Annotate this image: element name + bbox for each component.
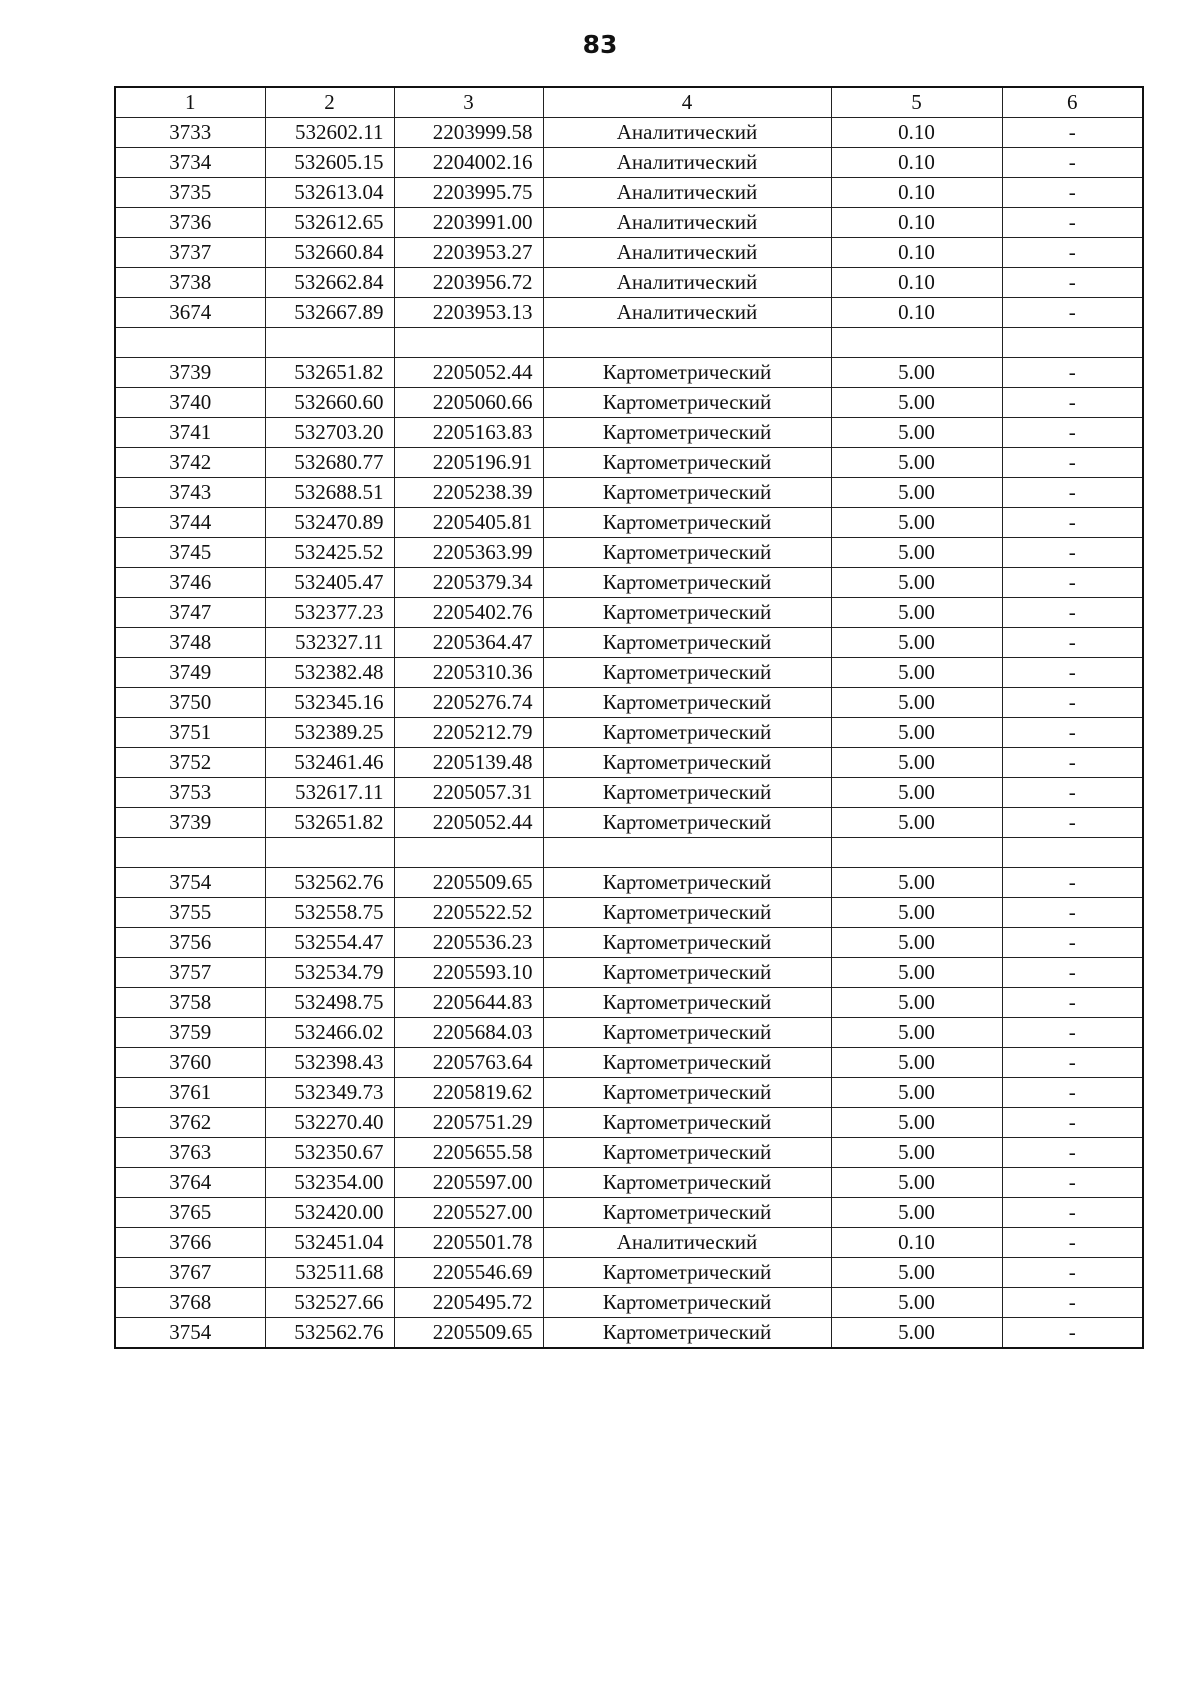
- table-row: [115, 1288, 1143, 1318]
- method-cell: Картометрический: [543, 448, 831, 478]
- point-number-cell: 3741: [115, 418, 265, 448]
- y-coordinate-cell: 2205527.00: [394, 1198, 543, 1228]
- empty-cell: [394, 328, 543, 358]
- empty-cell: [1002, 838, 1143, 868]
- empty-cell: [115, 838, 265, 868]
- empty-cell: [1002, 328, 1143, 358]
- note-cell: -: [1002, 808, 1143, 838]
- note-cell: -: [1002, 898, 1143, 928]
- note-cell: -: [1002, 658, 1143, 688]
- table-row: [115, 718, 1143, 748]
- method-cell: Картометрический: [543, 1108, 831, 1138]
- note-cell: -: [1002, 478, 1143, 508]
- table-row: [115, 268, 1143, 298]
- y-coordinate-cell: 2205644.83: [394, 988, 543, 1018]
- method-cell: Картометрический: [543, 508, 831, 538]
- table-row: [115, 808, 1143, 838]
- point-number-cell: 3767: [115, 1258, 265, 1288]
- note-cell: -: [1002, 1258, 1143, 1288]
- x-coordinate-cell: 532511.68: [265, 1258, 394, 1288]
- table-row: [115, 358, 1143, 388]
- y-coordinate-cell: 2205597.00: [394, 1168, 543, 1198]
- x-coordinate-cell: 532562.76: [265, 868, 394, 898]
- point-number-cell: 3768: [115, 1288, 265, 1318]
- point-number-cell: 3751: [115, 718, 265, 748]
- method-cell: Картометрический: [543, 1138, 831, 1168]
- accuracy-cell: 5.00: [831, 1078, 1002, 1108]
- method-cell: Картометрический: [543, 418, 831, 448]
- x-coordinate-cell: 532349.73: [265, 1078, 394, 1108]
- y-coordinate-cell: 2203953.13: [394, 298, 543, 328]
- method-cell: Картометрический: [543, 868, 831, 898]
- method-cell: Картометрический: [543, 358, 831, 388]
- x-coordinate-cell: 532327.11: [265, 628, 394, 658]
- empty-cell: [265, 838, 394, 868]
- point-number-cell: 3739: [115, 358, 265, 388]
- point-number-cell: 3734: [115, 148, 265, 178]
- method-cell: Аналитический: [543, 238, 831, 268]
- table-row: [115, 1228, 1143, 1258]
- table-row: [115, 208, 1143, 238]
- x-coordinate-cell: 532612.65: [265, 208, 394, 238]
- accuracy-cell: 5.00: [831, 538, 1002, 568]
- accuracy-cell: 5.00: [831, 1258, 1002, 1288]
- x-coordinate-cell: 532466.02: [265, 1018, 394, 1048]
- y-coordinate-cell: 2205522.52: [394, 898, 543, 928]
- x-coordinate-cell: 532667.89: [265, 298, 394, 328]
- note-cell: -: [1002, 268, 1143, 298]
- accuracy-cell: 0.10: [831, 238, 1002, 268]
- method-cell: Аналитический: [543, 148, 831, 178]
- empty-cell: [831, 838, 1002, 868]
- accuracy-cell: 5.00: [831, 1108, 1002, 1138]
- method-cell: Аналитический: [543, 1228, 831, 1258]
- accuracy-cell: 5.00: [831, 898, 1002, 928]
- point-number-cell: 3750: [115, 688, 265, 718]
- method-cell: Картометрический: [543, 928, 831, 958]
- point-number-cell: 3674: [115, 298, 265, 328]
- x-coordinate-cell: 532602.11: [265, 118, 394, 148]
- point-number-cell: 3735: [115, 178, 265, 208]
- x-coordinate-cell: 532470.89: [265, 508, 394, 538]
- note-cell: -: [1002, 748, 1143, 778]
- accuracy-cell: 5.00: [831, 1048, 1002, 1078]
- point-number-cell: 3748: [115, 628, 265, 658]
- x-coordinate-cell: 532617.11: [265, 778, 394, 808]
- x-coordinate-cell: 532354.00: [265, 1168, 394, 1198]
- point-number-cell: 3759: [115, 1018, 265, 1048]
- column-header-1: 1: [115, 87, 265, 118]
- note-cell: -: [1002, 1138, 1143, 1168]
- note-cell: -: [1002, 418, 1143, 448]
- empty-cell: [831, 328, 1002, 358]
- accuracy-cell: 5.00: [831, 718, 1002, 748]
- accuracy-cell: 0.10: [831, 148, 1002, 178]
- point-number-cell: 3746: [115, 568, 265, 598]
- table-row: [115, 568, 1143, 598]
- note-cell: -: [1002, 238, 1143, 268]
- point-number-cell: 3764: [115, 1168, 265, 1198]
- note-cell: -: [1002, 508, 1143, 538]
- accuracy-cell: 5.00: [831, 628, 1002, 658]
- note-cell: -: [1002, 1018, 1143, 1048]
- method-cell: Картометрический: [543, 1318, 831, 1349]
- x-coordinate-cell: 532405.47: [265, 568, 394, 598]
- note-cell: -: [1002, 388, 1143, 418]
- x-coordinate-cell: 532527.66: [265, 1288, 394, 1318]
- y-coordinate-cell: 2205139.48: [394, 748, 543, 778]
- y-coordinate-cell: 2205405.81: [394, 508, 543, 538]
- method-cell: Картометрический: [543, 1018, 831, 1048]
- x-coordinate-cell: 532662.84: [265, 268, 394, 298]
- y-coordinate-cell: 2205163.83: [394, 418, 543, 448]
- empty-cell: [265, 328, 394, 358]
- note-cell: -: [1002, 448, 1143, 478]
- x-coordinate-cell: 532660.84: [265, 238, 394, 268]
- y-coordinate-cell: 2205060.66: [394, 388, 543, 418]
- point-number-cell: 3749: [115, 658, 265, 688]
- y-coordinate-cell: 2205819.62: [394, 1078, 543, 1108]
- x-coordinate-cell: 532613.04: [265, 178, 394, 208]
- note-cell: -: [1002, 958, 1143, 988]
- point-number-cell: 3755: [115, 898, 265, 928]
- empty-cell: [543, 838, 831, 868]
- x-coordinate-cell: 532389.25: [265, 718, 394, 748]
- y-coordinate-cell: 2205593.10: [394, 958, 543, 988]
- note-cell: -: [1002, 1048, 1143, 1078]
- note-cell: -: [1002, 148, 1143, 178]
- method-cell: Картометрический: [543, 1078, 831, 1108]
- method-cell: Картометрический: [543, 1258, 831, 1288]
- method-cell: Картометрический: [543, 1048, 831, 1078]
- method-cell: Картометрический: [543, 718, 831, 748]
- x-coordinate-cell: 532680.77: [265, 448, 394, 478]
- point-number-cell: 3756: [115, 928, 265, 958]
- empty-cell: [543, 328, 831, 358]
- note-cell: -: [1002, 868, 1143, 898]
- x-coordinate-cell: 532461.46: [265, 748, 394, 778]
- accuracy-cell: 0.10: [831, 298, 1002, 328]
- y-coordinate-cell: 2205509.65: [394, 1318, 543, 1349]
- x-coordinate-cell: 532651.82: [265, 358, 394, 388]
- accuracy-cell: 5.00: [831, 418, 1002, 448]
- point-number-cell: 3753: [115, 778, 265, 808]
- x-coordinate-cell: 532425.52: [265, 538, 394, 568]
- note-cell: -: [1002, 568, 1143, 598]
- table-row: [115, 748, 1143, 778]
- note-cell: -: [1002, 928, 1143, 958]
- column-header-5: 5: [831, 87, 1002, 118]
- table-row: [115, 898, 1143, 928]
- column-header-2: 2: [265, 87, 394, 118]
- table-row: [115, 1198, 1143, 1228]
- y-coordinate-cell: 2205196.91: [394, 448, 543, 478]
- accuracy-cell: 5.00: [831, 928, 1002, 958]
- point-number-cell: 3766: [115, 1228, 265, 1258]
- y-coordinate-cell: 2205495.72: [394, 1288, 543, 1318]
- x-coordinate-cell: 532270.40: [265, 1108, 394, 1138]
- method-cell: Аналитический: [543, 268, 831, 298]
- accuracy-cell: 5.00: [831, 388, 1002, 418]
- table-row: [115, 178, 1143, 208]
- method-cell: Аналитический: [543, 298, 831, 328]
- point-number-cell: 3763: [115, 1138, 265, 1168]
- column-header-4: 4: [543, 87, 831, 118]
- accuracy-cell: 5.00: [831, 448, 1002, 478]
- note-cell: -: [1002, 988, 1143, 1018]
- point-number-cell: 3761: [115, 1078, 265, 1108]
- method-cell: Картометрический: [543, 688, 831, 718]
- table-row: [115, 598, 1143, 628]
- note-cell: -: [1002, 778, 1143, 808]
- accuracy-cell: 5.00: [831, 958, 1002, 988]
- table-row: [115, 508, 1143, 538]
- method-cell: Аналитический: [543, 208, 831, 238]
- accuracy-cell: 5.00: [831, 1318, 1002, 1349]
- x-coordinate-cell: 532398.43: [265, 1048, 394, 1078]
- x-coordinate-cell: 532605.15: [265, 148, 394, 178]
- accuracy-cell: 5.00: [831, 1288, 1002, 1318]
- accuracy-cell: 5.00: [831, 508, 1002, 538]
- table-row: [115, 958, 1143, 988]
- y-coordinate-cell: 2205655.58: [394, 1138, 543, 1168]
- point-number-cell: 3733: [115, 118, 265, 148]
- point-number-cell: 3738: [115, 268, 265, 298]
- note-cell: -: [1002, 358, 1143, 388]
- header-row: [115, 87, 1143, 118]
- note-cell: -: [1002, 1168, 1143, 1198]
- note-cell: -: [1002, 1228, 1143, 1258]
- accuracy-cell: 5.00: [831, 1168, 1002, 1198]
- x-coordinate-cell: 532651.82: [265, 808, 394, 838]
- y-coordinate-cell: 2203953.27: [394, 238, 543, 268]
- y-coordinate-cell: 2205364.47: [394, 628, 543, 658]
- table-row: [115, 628, 1143, 658]
- method-cell: Картометрический: [543, 538, 831, 568]
- y-coordinate-cell: 2205212.79: [394, 718, 543, 748]
- x-coordinate-cell: 532377.23: [265, 598, 394, 628]
- method-cell: Аналитический: [543, 178, 831, 208]
- method-cell: Аналитический: [543, 118, 831, 148]
- table-row: [115, 778, 1143, 808]
- table-row: [115, 148, 1143, 178]
- column-header-6: 6: [1002, 87, 1143, 118]
- point-number-cell: 3752: [115, 748, 265, 778]
- y-coordinate-cell: 2205546.69: [394, 1258, 543, 1288]
- y-coordinate-cell: 2205276.74: [394, 688, 543, 718]
- accuracy-cell: 5.00: [831, 1198, 1002, 1228]
- point-number-cell: 3740: [115, 388, 265, 418]
- method-cell: Картометрический: [543, 658, 831, 688]
- table-row: [115, 388, 1143, 418]
- x-coordinate-cell: 532562.76: [265, 1318, 394, 1349]
- y-coordinate-cell: 2205379.34: [394, 568, 543, 598]
- y-coordinate-cell: 2203995.75: [394, 178, 543, 208]
- x-coordinate-cell: 532660.60: [265, 388, 394, 418]
- y-coordinate-cell: 2205310.36: [394, 658, 543, 688]
- accuracy-cell: 0.10: [831, 118, 1002, 148]
- accuracy-cell: 5.00: [831, 688, 1002, 718]
- y-coordinate-cell: 2205536.23: [394, 928, 543, 958]
- note-cell: -: [1002, 718, 1143, 748]
- note-cell: -: [1002, 118, 1143, 148]
- note-cell: -: [1002, 298, 1143, 328]
- y-coordinate-cell: 2205402.76: [394, 598, 543, 628]
- table-row: [115, 1018, 1143, 1048]
- empty-cell: [394, 838, 543, 868]
- table-header: [115, 87, 1143, 118]
- point-number-cell: 3760: [115, 1048, 265, 1078]
- y-coordinate-cell: 2205684.03: [394, 1018, 543, 1048]
- y-coordinate-cell: 2205057.31: [394, 778, 543, 808]
- x-coordinate-cell: 532554.47: [265, 928, 394, 958]
- coordinates-table: [114, 86, 1144, 1349]
- table-row: [115, 688, 1143, 718]
- accuracy-cell: 0.10: [831, 1228, 1002, 1258]
- note-cell: -: [1002, 628, 1143, 658]
- empty-cell: [115, 328, 265, 358]
- method-cell: Картометрический: [543, 628, 831, 658]
- note-cell: -: [1002, 1318, 1143, 1349]
- note-cell: -: [1002, 208, 1143, 238]
- y-coordinate-cell: 2205501.78: [394, 1228, 543, 1258]
- table-row: [115, 118, 1143, 148]
- x-coordinate-cell: 532345.16: [265, 688, 394, 718]
- accuracy-cell: 5.00: [831, 478, 1002, 508]
- note-cell: -: [1002, 598, 1143, 628]
- method-cell: Картометрический: [543, 988, 831, 1018]
- accuracy-cell: 0.10: [831, 208, 1002, 238]
- y-coordinate-cell: 2204002.16: [394, 148, 543, 178]
- note-cell: -: [1002, 1108, 1143, 1138]
- y-coordinate-cell: 2205509.65: [394, 868, 543, 898]
- table-row: [115, 1138, 1143, 1168]
- x-coordinate-cell: 532451.04: [265, 1228, 394, 1258]
- point-number-cell: 3762: [115, 1108, 265, 1138]
- point-number-cell: 3747: [115, 598, 265, 628]
- accuracy-cell: 5.00: [831, 778, 1002, 808]
- table-row: [115, 1258, 1143, 1288]
- table-row: [115, 928, 1143, 958]
- y-coordinate-cell: 2205052.44: [394, 358, 543, 388]
- point-number-cell: 3744: [115, 508, 265, 538]
- method-cell: Картометрический: [543, 478, 831, 508]
- note-cell: -: [1002, 1288, 1143, 1318]
- x-coordinate-cell: 532703.20: [265, 418, 394, 448]
- table-row: [115, 1108, 1143, 1138]
- method-cell: Картометрический: [543, 598, 831, 628]
- separator-row: [115, 328, 1143, 358]
- y-coordinate-cell: 2203956.72: [394, 268, 543, 298]
- accuracy-cell: 5.00: [831, 1018, 1002, 1048]
- method-cell: Картометрический: [543, 778, 831, 808]
- note-cell: -: [1002, 1198, 1143, 1228]
- method-cell: Картометрический: [543, 1168, 831, 1198]
- method-cell: Картометрический: [543, 568, 831, 598]
- separator-row: [115, 838, 1143, 868]
- y-coordinate-cell: 2205363.99: [394, 538, 543, 568]
- point-number-cell: 3757: [115, 958, 265, 988]
- table-body: [115, 118, 1143, 1349]
- x-coordinate-cell: 532498.75: [265, 988, 394, 1018]
- method-cell: Картометрический: [543, 388, 831, 418]
- table-row: [115, 238, 1143, 268]
- x-coordinate-cell: 532420.00: [265, 1198, 394, 1228]
- table-row: [115, 538, 1143, 568]
- x-coordinate-cell: 532558.75: [265, 898, 394, 928]
- method-cell: Картометрический: [543, 748, 831, 778]
- y-coordinate-cell: 2205238.39: [394, 478, 543, 508]
- point-number-cell: 3765: [115, 1198, 265, 1228]
- method-cell: Картометрический: [543, 808, 831, 838]
- note-cell: -: [1002, 538, 1143, 568]
- table-row: [115, 1048, 1143, 1078]
- point-number-cell: 3745: [115, 538, 265, 568]
- method-cell: Картометрический: [543, 1288, 831, 1318]
- table-row: [115, 298, 1143, 328]
- table-row: [115, 1168, 1143, 1198]
- note-cell: -: [1002, 688, 1143, 718]
- table-row: [115, 1318, 1143, 1349]
- accuracy-cell: 5.00: [831, 568, 1002, 598]
- point-number-cell: 3742: [115, 448, 265, 478]
- y-coordinate-cell: 2205751.29: [394, 1108, 543, 1138]
- accuracy-cell: 5.00: [831, 598, 1002, 628]
- accuracy-cell: 5.00: [831, 748, 1002, 778]
- accuracy-cell: 5.00: [831, 808, 1002, 838]
- method-cell: Картометрический: [543, 898, 831, 928]
- y-coordinate-cell: 2203999.58: [394, 118, 543, 148]
- point-number-cell: 3736: [115, 208, 265, 238]
- accuracy-cell: 0.10: [831, 178, 1002, 208]
- x-coordinate-cell: 532382.48: [265, 658, 394, 688]
- note-cell: -: [1002, 178, 1143, 208]
- accuracy-cell: 5.00: [831, 358, 1002, 388]
- table-row: [115, 418, 1143, 448]
- table-row: [115, 448, 1143, 478]
- y-coordinate-cell: 2205052.44: [394, 808, 543, 838]
- point-number-cell: 3758: [115, 988, 265, 1018]
- point-number-cell: 3754: [115, 868, 265, 898]
- table-row: [115, 868, 1143, 898]
- table-row: [115, 1078, 1143, 1108]
- column-header-3: 3: [394, 87, 543, 118]
- y-coordinate-cell: 2205763.64: [394, 1048, 543, 1078]
- method-cell: Картометрический: [543, 958, 831, 988]
- method-cell: Картометрический: [543, 1198, 831, 1228]
- table-row: [115, 658, 1143, 688]
- x-coordinate-cell: 532534.79: [265, 958, 394, 988]
- note-cell: -: [1002, 1078, 1143, 1108]
- y-coordinate-cell: 2203991.00: [394, 208, 543, 238]
- table-row: [115, 478, 1143, 508]
- point-number-cell: 3743: [115, 478, 265, 508]
- page-number: 83: [582, 30, 618, 59]
- x-coordinate-cell: 532350.67: [265, 1138, 394, 1168]
- point-number-cell: 3737: [115, 238, 265, 268]
- x-coordinate-cell: 532688.51: [265, 478, 394, 508]
- point-number-cell: 3754: [115, 1318, 265, 1349]
- accuracy-cell: 5.00: [831, 1138, 1002, 1168]
- point-number-cell: 3739: [115, 808, 265, 838]
- accuracy-cell: 5.00: [831, 988, 1002, 1018]
- accuracy-cell: 0.10: [831, 268, 1002, 298]
- table-row: [115, 988, 1143, 1018]
- accuracy-cell: 5.00: [831, 868, 1002, 898]
- accuracy-cell: 5.00: [831, 658, 1002, 688]
